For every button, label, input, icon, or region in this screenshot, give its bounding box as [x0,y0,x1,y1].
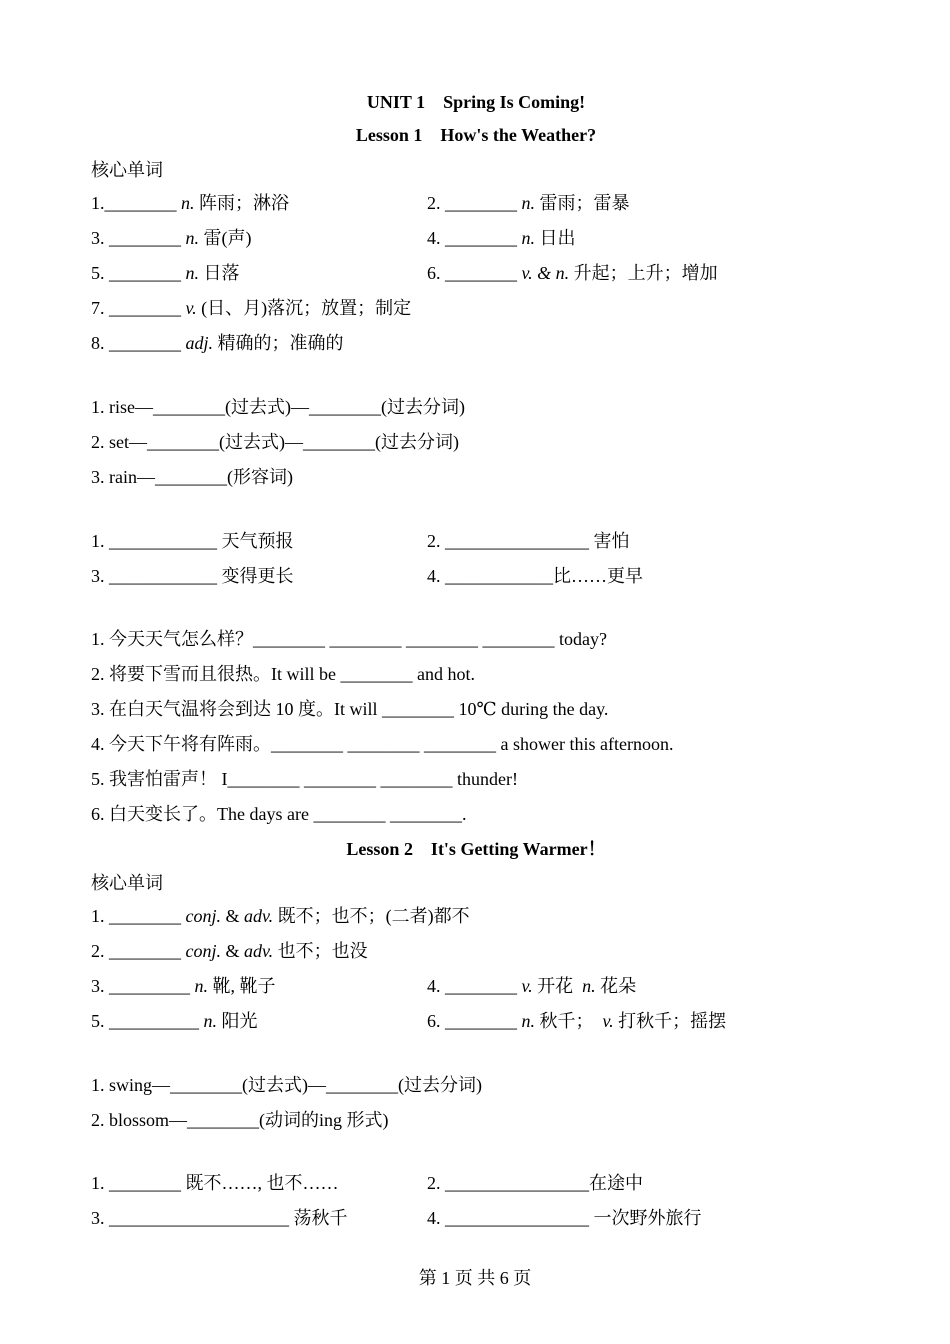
l2-word-form-1: 1. swing—________(过去式)—________(过去分词) [91,1075,482,1095]
l2-word-4: 4. ________ v. 开花 n. 花朵 [427,976,637,996]
unit-title: UNIT 1 Spring Is Coming! [366,92,586,112]
l1-sentence-4: 4. 今天下午将有阵雨。________ ________ ________ a shower this afternoon. [91,734,674,754]
l2-phrase-1: 1. ________ 既不……, 也不…… [91,1173,339,1193]
l2-word-form-2: 2. blossom—________(动词的ing 形式) [91,1110,389,1130]
l1-word-6: 6. ________ v. & n. 升起；上升；增加 [427,263,718,283]
l1-word-7: 7. ________ v. (日、月)落沉；放置；制定 [91,298,412,318]
l1-sentence-1: 1. 今天天气怎么样？________ ________ ________ ________ today? [91,629,607,649]
l1-sentence-2: 2. 将要下雪而且很热。It will be ________ and hot. [91,664,475,684]
l1-word-form-3: 3. rain—________(形容词) [91,467,293,487]
l1-word-3: 3. ________ n. 雷(声) [91,228,252,248]
l1-sentence-5: 5. 我害怕雷声！ I________ ________ ________ thunder! [91,769,518,789]
l1-word-form-2: 2. set—________(过去式)—________(过去分词) [91,432,459,452]
lesson2-title: Lesson 2 It's Getting Warmer！ [346,839,606,859]
l1-phrase-4: 4. ____________比……更早 [427,566,643,586]
lesson1-core-words-label: 核心单词 [91,160,163,180]
l1-sentence-3: 3. 在白天气温将会到达 10 度。It will ________ 10℃ during the day. [91,699,609,719]
l1-sentence-6: 6. 白天变长了。The days are ________ ________. [91,804,467,824]
l1-phrase-2: 2. ________________ 害怕 [427,531,630,551]
l1-word-form-1: 1. rise—________(过去式)—________(过去分词) [91,397,465,417]
l1-phrase-3: 3. ____________ 变得更长 [91,566,294,586]
l1-word-2: 2. ________ n. 雷雨；雷暴 [427,193,630,213]
l1-word-5: 5. ________ n. 日落 [91,263,240,283]
l2-word-1: 1. ________ conj. & adv. 既不；也不；(二者)都不 [91,906,470,926]
l2-word-5: 5. __________ n. 阳光 [91,1011,258,1031]
l2-phrase-4: 4. ________________ 一次野外旅行 [427,1208,702,1228]
l2-phrase-2: 2. ________________在途中 [427,1173,643,1193]
page-footer: 第 1 页 共 6 页 [418,1268,532,1288]
lesson2-core-words-label: 核心单词 [91,873,163,893]
l2-phrase-3: 3. ____________________ 荡秋千 [91,1208,348,1228]
l2-word-6: 6. ________ n. 秋千； v. 打秋千；摇摆 [427,1011,727,1031]
l1-word-8: 8. ________ adj. 精确的；准确的 [91,333,344,353]
l1-word-1: 1.________ n. 阵雨；淋浴 [91,193,289,213]
lesson1-title: Lesson 1 How's the Weather? [355,125,597,145]
l1-phrase-1: 1. ____________ 天气预报 [91,531,294,551]
l1-word-4: 4. ________ n. 日出 [427,228,576,248]
l2-word-2: 2. ________ conj. & adv. 也不；也没 [91,941,368,961]
l2-word-3: 3. _________ n. 靴, 靴子 [91,976,276,996]
